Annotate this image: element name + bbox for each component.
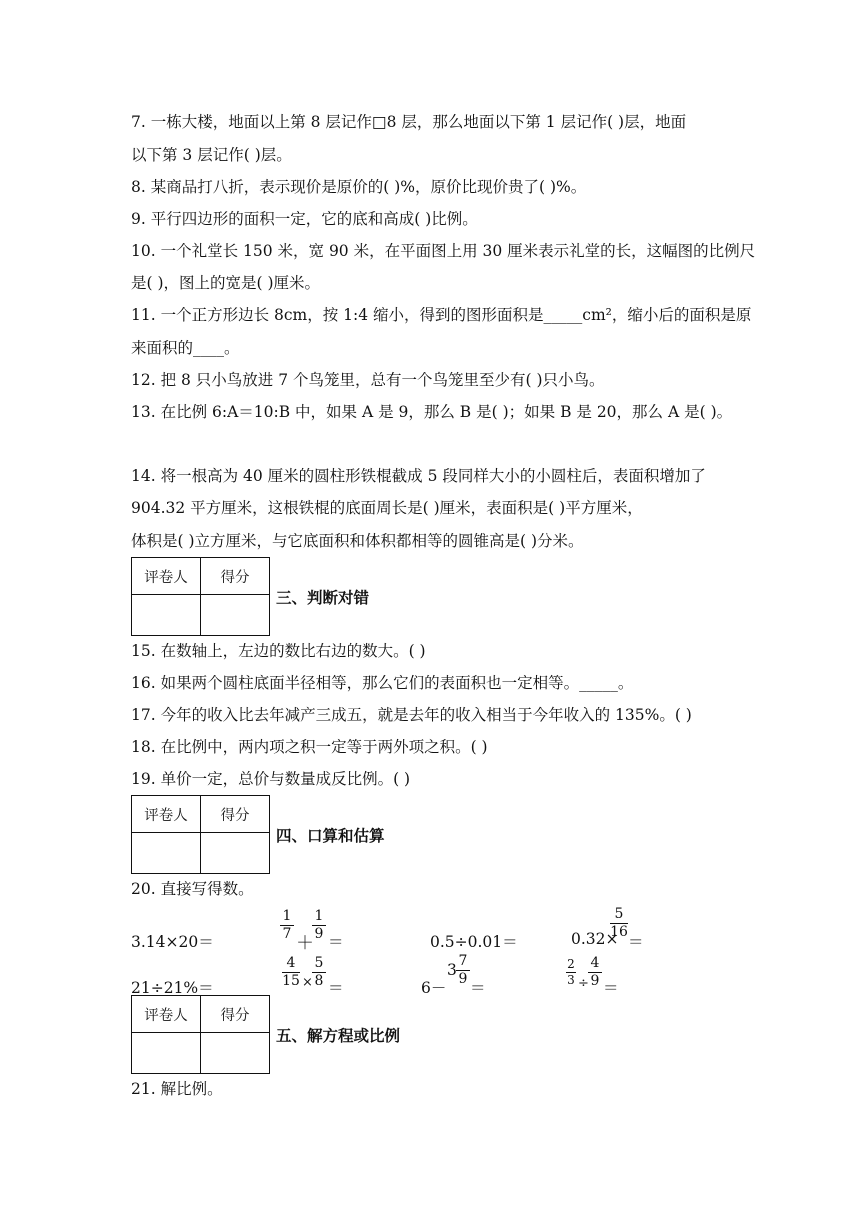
fraction-2-3: [566, 957, 576, 988]
score-label: 得分: [201, 558, 270, 595]
fraction-5-8: [312, 955, 326, 990]
denominator: 7: [282, 926, 292, 942]
fraction-4-9: [588, 955, 602, 990]
question-15: 15. 在数轴上，左边的数比右边的数大。( ): [131, 642, 426, 660]
score-box-5: [131, 995, 270, 1074]
numerator: 1: [282, 908, 292, 924]
equals-sign: ＝: [628, 933, 644, 951]
section-5-title: 五、解方程或比例: [276, 1027, 401, 1045]
math-expr-5: 21÷21%＝: [131, 979, 214, 997]
question-7-line-1: 7. 一栋大楼，地面以上第 8 层记作□8 层，那么地面以下第 1 层记作( )层，地面: [131, 113, 687, 131]
fraction-7-9: [456, 953, 470, 988]
score-label: 得分: [201, 796, 270, 833]
plus-sign: ＋: [296, 933, 314, 954]
numerator: 5: [314, 955, 324, 971]
question-13: 13. 在比例 6:A＝10:B 中，如果 A 是 9，那么 B 是( )；如果 B 是 20，那么 A 是( )。: [131, 403, 733, 421]
divide-sign: ÷: [578, 976, 589, 991]
fraction-4-15: [282, 955, 300, 990]
question-11-line-1: 11. 一个正方形边长 8cm，按 1:4 缩小，得到的图形面积是_____cm²，缩小后的面积是原: [131, 306, 752, 324]
score-cell: [201, 833, 270, 874]
reviewer-cell: [132, 833, 201, 874]
math-expr-7-prefix: 6－: [421, 979, 447, 997]
question-17: 17. 今年的收入比去年减产三成五，就是去年的收入相当于今年收入的 135%。( ): [131, 706, 692, 724]
numerator: 4: [286, 955, 296, 971]
mixed-whole: 3: [447, 961, 457, 979]
denominator: 9: [458, 971, 468, 987]
math-expr-1: 3.14×20＝: [131, 933, 214, 951]
math-expr-4-prefix: 0.32×: [571, 930, 619, 948]
denominator: 15: [282, 973, 300, 989]
times-sign: ×: [302, 975, 313, 990]
question-9: 9. 平行四边形的面积一定，它的底和高成( )比例。: [131, 210, 478, 228]
score-cell: [201, 595, 270, 636]
fraction-5-16: [610, 906, 628, 941]
equals-sign: ＝: [328, 933, 344, 951]
denominator: 8: [314, 973, 324, 989]
section-4-title: 四、口算和估算: [276, 827, 385, 845]
question-21: 21. 解比例。: [131, 1080, 223, 1098]
denominator: 9: [314, 926, 324, 942]
math-expr-3: 0.5÷0.01＝: [430, 933, 518, 951]
question-20: 20. 直接写得数。: [131, 880, 254, 898]
fraction-1-7: [280, 908, 294, 943]
score-label: 得分: [201, 996, 270, 1033]
numerator: 4: [590, 955, 600, 971]
equals-sign: ＝: [328, 979, 344, 997]
equals-sign: ＝: [470, 979, 486, 997]
question-14-line-1: 14. 将一根高为 40 厘米的圆柱形铁棍截成 5 段同样大小的小圆柱后，表面积增加了: [131, 467, 706, 485]
score-cell: [201, 1033, 270, 1074]
fraction-1-9: [312, 908, 326, 943]
denominator: 16: [610, 924, 628, 940]
numerator: 7: [458, 953, 468, 969]
question-10-line-2: 是( )，图上的宽是( )厘米。: [131, 274, 321, 292]
numerator: 1: [314, 908, 324, 924]
denominator: 3: [567, 973, 575, 987]
question-10-line-1: 10. 一个礼堂长 150 米，宽 90 米，在平面图上用 30 厘米表示礼堂的长，这幅图的比例尺: [131, 242, 756, 260]
section-3-title: 三、判断对错: [276, 589, 370, 607]
reviewer-cell: [132, 595, 201, 636]
question-18: 18. 在比例中，两内项之积一定等于两外项之积。( ): [131, 738, 488, 756]
numerator: 5: [614, 906, 624, 922]
question-14-line-2: 904.32 平方厘米，这根铁棍的底面周长是( )厘米，表面积是( )平方厘米，: [131, 499, 643, 517]
question-19: 19. 单价一定，总价与数量成反比例。( ): [131, 770, 411, 788]
question-14-line-3: 体积是( )立方厘米，与它底面积和体积都相等的圆锥高是( )分米。: [131, 532, 584, 550]
equals-sign: ＝: [603, 979, 619, 997]
denominator: 9: [590, 973, 600, 989]
reviewer-label: 评卷人: [132, 796, 201, 833]
reviewer-label: 评卷人: [132, 558, 201, 595]
score-box-3: [131, 557, 270, 636]
numerator: 2: [567, 957, 575, 971]
question-8: 8. 某商品打八折，表示现价是原价的( )%，原价比现价贵了( )%。: [131, 178, 587, 196]
score-box-4: [131, 795, 270, 874]
reviewer-cell: [132, 1033, 201, 1074]
question-7-line-2: 以下第 3 层记作( )层。: [131, 146, 292, 164]
question-12: 12. 把 8 只小鸟放进 7 个鸟笼里，总有一个鸟笼里至少有( )只小鸟。: [131, 371, 605, 389]
question-11-line-2: 来面积的____。: [131, 339, 240, 357]
question-16: 16. 如果两个圆柱底面半径相等，那么它们的表面积也一定相等。_____。: [131, 674, 634, 692]
reviewer-label: 评卷人: [132, 996, 201, 1033]
